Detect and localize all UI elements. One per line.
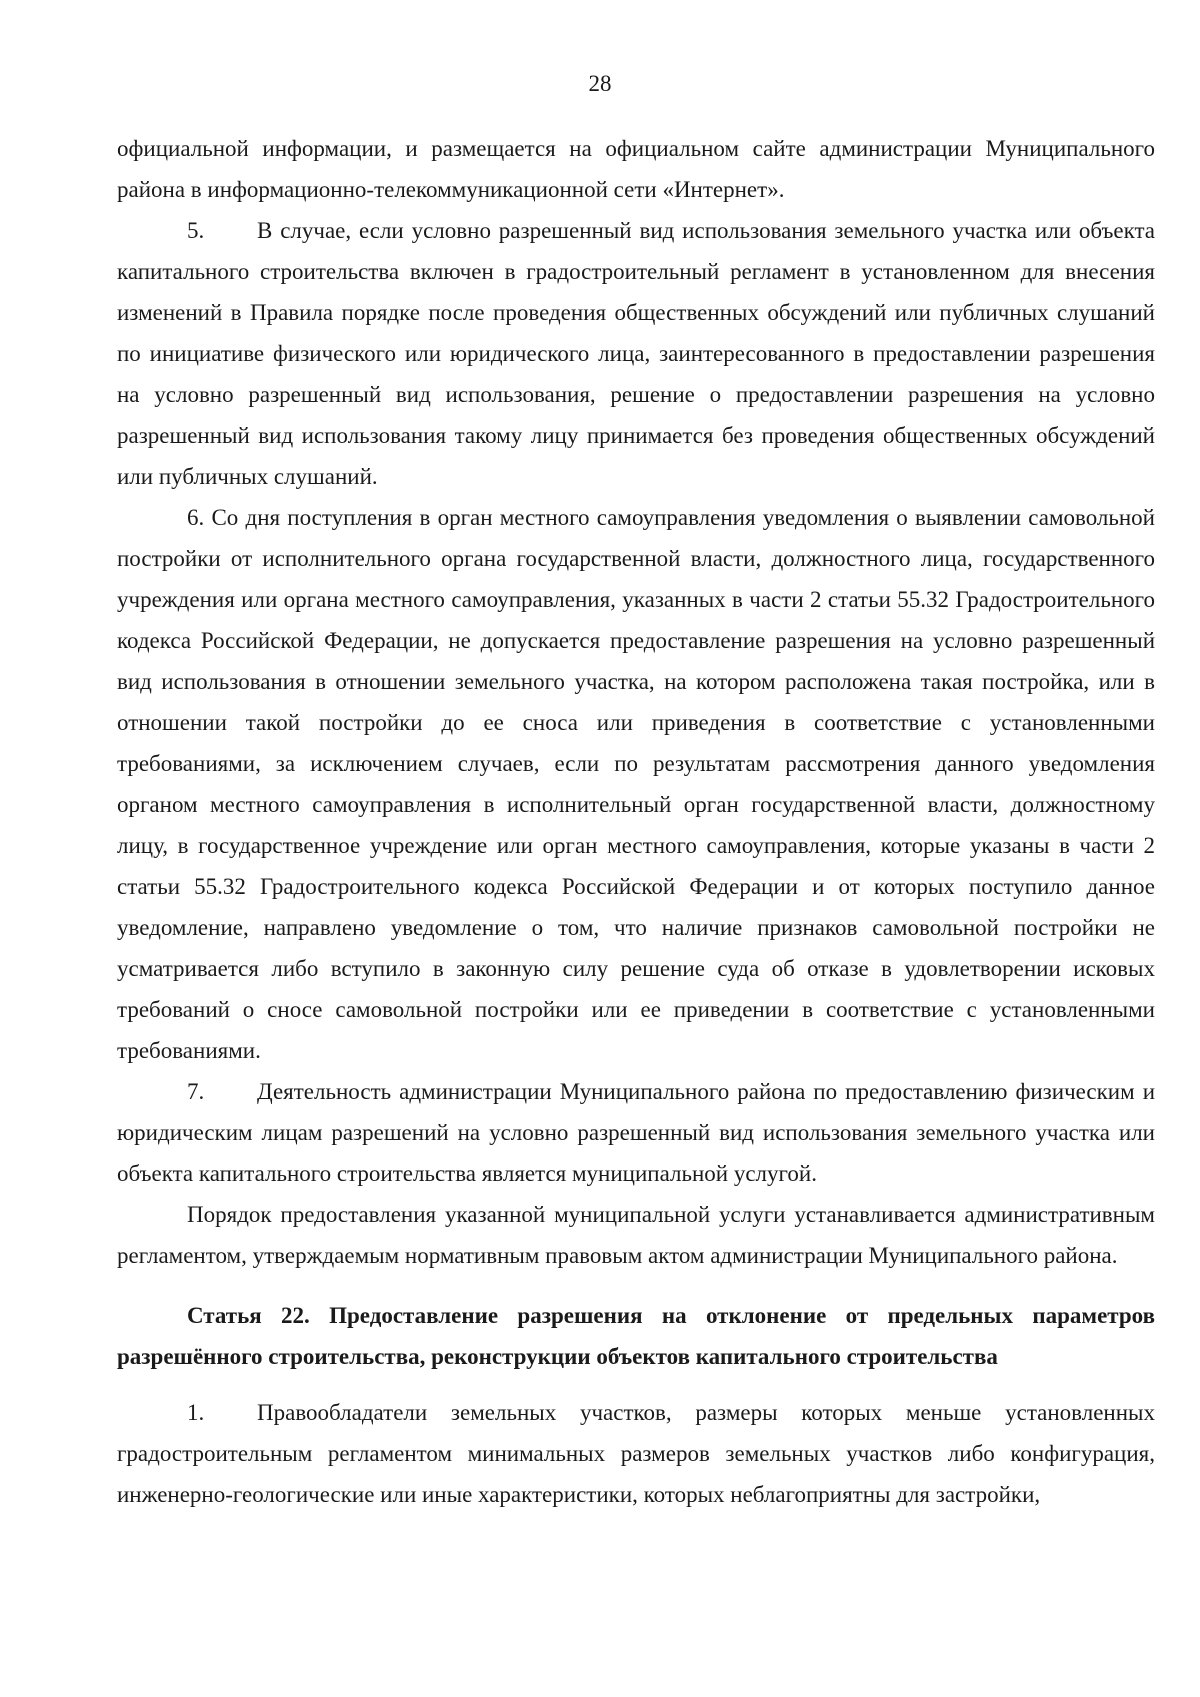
paragraph-text: В случае, если условно разрешенный вид использования земельного участка или объекта капитального строительства включен в градостроительный регламент в установленном для внесения изменений в Правила порядке после проведения общественных обсуждений или публичных слушаний по инициативе физического или юридического лица, заинтересованного в предоставлении разрешения на условно разрешенный вид использования, решение о предоставлении разрешения на условно разрешенный вид использования такому лицу принимается без проведения общественных обсуждений или публичных слушаний. — [117, 218, 1155, 489]
paragraph-continuation — [117, 128, 1155, 210]
paragraph-text: Деятельность администрации Муниципального района по предоставлению физическим и юридическим лицам разрешений на условно разрешенный вид использования земельного участка или объекта капитального строительства является муниципальной услугой. — [117, 1079, 1155, 1186]
article-heading: Статья 22. Предоставление разрешения на отклонение от предельных параметров разрешённого строительства, реконструкции объектов капитального строительства — [117, 1303, 1155, 1369]
paragraph-procedure — [117, 1194, 1155, 1276]
paragraph-text: официальной информации, и размещается на официальном сайте администрации Муниципального района в информационно-телекоммуникационной сети «Интернет». — [117, 136, 1155, 202]
paragraph-number: 5. — [187, 218, 205, 243]
document-body — [117, 128, 1155, 1515]
paragraph-text: 6. Со дня поступления в орган местного самоуправления уведомления о выявлении самовольной постройки от исполнительного органа государственной власти, должностного лица, государственного учреждения или органа местного самоуправления, указанных в части 2 статьи 55.32 Градостроительного кодекса Российской Федерации, не допускается предоставление разрешения на условно разрешенный вид использования в отношении земельного участка, на котором расположена такая постройка, или в отношении такой постройки до ее сноса или приведения в соответствие с установленными требованиями, за исключением случаев, если по результатам рассмотрения данного уведомления органом местного самоуправления в исполнительный орган государственной власти, должностному лицу, в государственное учреждение или орган местного самоуправления, которые указаны в части 2 статьи 55.32 Градостроительного кодекса Российской Федерации и от которых поступило данное уведомление, направлено уведомление о том, что наличие признаков самовольной постройки не усматривается либо вступило в законную силу решение суда об отказе в удовлетворении исковых требований о сносе самовольной постройки или ее приведении в соответствие с установленными требованиями. — [117, 505, 1155, 1063]
paragraph-5 — [117, 210, 1155, 497]
paragraph-text: Порядок предоставления указанной муниципальной услуги устанавливается административным регламентом, утверждаемым нормативным правовым актом администрации Муниципального района. — [117, 1202, 1155, 1268]
article-paragraph-1 — [117, 1392, 1155, 1515]
paragraph-7 — [117, 1071, 1155, 1194]
paragraph-6 — [117, 497, 1155, 1071]
page-number: 28 — [588, 71, 612, 96]
paragraph-number: 1. — [187, 1400, 205, 1425]
paragraph-text: Правообладатели земельных участков, размеры которых меньше установленных градостроительным регламентом минимальных размеров земельных участков либо конфигурация, инженерно-геологические или иные характеристики, которых неблагоприятны для застройки, — [117, 1400, 1155, 1507]
paragraph-number: 7. — [187, 1079, 205, 1104]
